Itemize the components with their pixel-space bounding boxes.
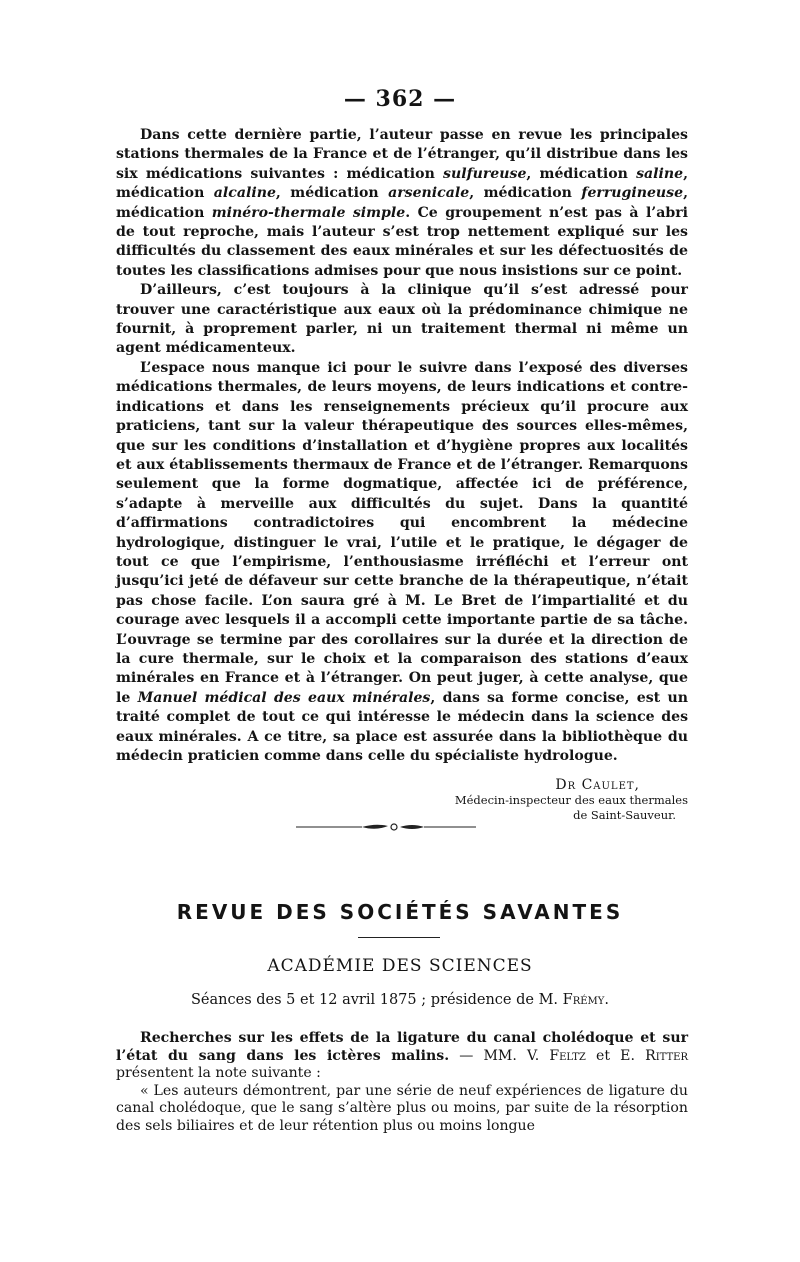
report-and: et E.: [585, 1047, 646, 1064]
report-paragraph: [116, 1030, 688, 1083]
text-run: , dans sa forme concise, est un traité complet de tout ce qui intéresse le médecin dans la science des eaux minérales. A ce titre, sa place est assurée dans la bibliothèque du médecin praticien comme dans celle du spécialiste hydrologue.: [116, 689, 688, 764]
author-feltz: Feltz: [549, 1047, 586, 1064]
signature-block: [116, 778, 688, 823]
heading-rule: [358, 937, 440, 938]
text-run: L’espace nous manque ici pour le suivre dans l’exposé des diverses médications thermales, de leurs moyens, de leurs indications et contre-indications et dans les renseignements précieux qu’il procure aux praticiens, tant sur la valeur thérapeutique des sources elles-mêmes, que sur les conditions d’installation et d’hygiène propres aux localités et aux établissements thermaux de France et de l’étranger. Remarquons seulement que la forme dogmatique, affectée ici de préférence, s’adapte à merveille aux difficultés du sujet. Dans la quantité d’affirmations contradictoires qui encombrent la médecine hydrologique, distinguer le vrai, l’utile et le pratique, le dégager de tout ce que l’empirisme, l’enthousiasme irréfléchi et l’erreur ont jusqu’ici jeté de défaveur sur cette branche de la thérapeutique, n’était pas chose facile. L’on saura gré à M. Le Bret de l’impartialité et du courage avec lesquels il a accompli cette importante partie de sa tâche. L’ouvrage se termine par des corollaires sur la durée et la direction de la cure thermale, sur le choix et la comparaison des stations d’eaux minérales en France et à l’étranger. On peut juger, à cette analyse, que le: [116, 359, 688, 706]
paragraph: [116, 359, 688, 767]
page-number: — 362 —: [343, 86, 457, 112]
signature-name: Dr Caulet,: [555, 777, 640, 793]
text-run: , médication: [116, 165, 688, 202]
report-title: Recherches sur les effets de la ligature du canal cholédoque et sur l’état du sang dans les ictères malins.: [116, 1030, 688, 1064]
paragraph: [116, 126, 688, 281]
signature-place: de Saint-Sauveur.: [573, 808, 676, 822]
subsection-heading: ACADÉMIE DES SCIENCES: [267, 956, 533, 976]
italic-term: ferrugineuse: [581, 185, 684, 202]
text-run: , médication: [526, 165, 637, 182]
italic-term: sulfureuse: [443, 165, 527, 182]
paragraph: [116, 281, 688, 359]
text-run: Dans cette dernière partie, l’auteur passe en revue les principales stations thermales de la France et de l’étranger, qu’il distribue dans les six médications suivantes : médication: [116, 127, 688, 182]
text-run: , médication: [469, 185, 582, 202]
report-dash: — MM. V.: [449, 1047, 550, 1064]
ornament-divider-icon: [296, 822, 476, 832]
italic-term: alcaline: [213, 185, 276, 202]
president-name: Frémy.: [562, 992, 609, 1008]
report-text: [116, 1030, 688, 1136]
italic-term: arsenicale: [388, 185, 470, 202]
italic-term: Manuel médical des eaux minérales: [137, 689, 431, 706]
text-run: , médication: [116, 185, 688, 221]
italic-term: minéro-thermale simple: [211, 204, 406, 221]
section-heading: REVUE DES SOCIÉTÉS SAVANTES: [176, 900, 624, 924]
author-ritter: Ritter: [645, 1047, 688, 1064]
signature-title: Médecin-inspecteur des eaux thermales: [454, 793, 688, 807]
text-run: . Ce groupement n’est pas à l’abri de tout reproche, mais l’auteur s’est trop nettement expliqué sur les difficultés du classement des eaux minérales et sur les défectuosités de toutes les classifications admises pour que nous insistions sur ce point.: [116, 204, 688, 279]
sessions-line: [0, 992, 800, 1008]
text-run: D’ailleurs, c’est toujours à la clinique qu’il s’est adressé pour trouver une caractéristique aux eaux où la prédominance chimique ne fournit, à proprement parler, ni un traitement thermal ni même un agent médicamenteux.: [116, 282, 688, 357]
text-run: , médication: [275, 185, 389, 202]
report-quote: « Les auteurs démontrent, par une série de neuf expériences de ligature du canal cholédoque, que le sang s’altère plus ou moins, par suite de la résorption des sels biliaires et de leur rétention plus ou moins longue: [116, 1082, 688, 1134]
review-text: [116, 126, 688, 766]
report-intro: présentent la note suivante :: [116, 1065, 321, 1082]
italic-term: saline: [636, 165, 684, 182]
sessions-text: Séances des 5 et 12 avril 1875 ; présidence de M.: [191, 992, 563, 1008]
